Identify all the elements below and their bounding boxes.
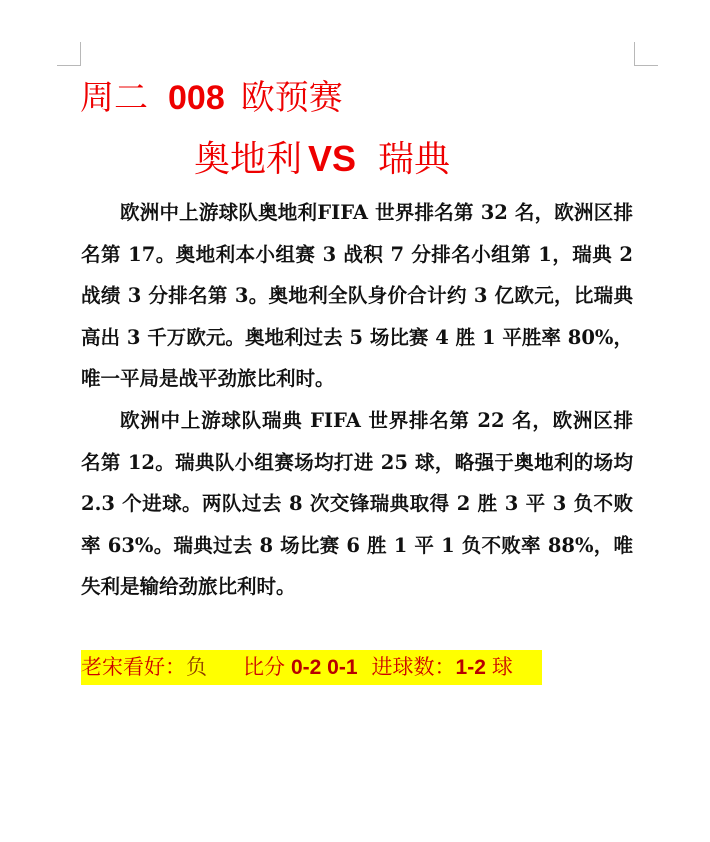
score-label: 比分 <box>243 655 285 679</box>
match-teams-title <box>194 136 450 183</box>
page-margin-corner-top-right <box>634 42 658 66</box>
prediction-label: 老宋看好： <box>81 655 186 679</box>
analysis-paragraph-austria <box>81 192 633 400</box>
home-team: 奥地利 <box>194 139 303 180</box>
match-number: 008 <box>168 79 225 117</box>
page-margin-corner-top-left <box>57 42 81 66</box>
predicted-goals: 1-2 <box>455 656 486 679</box>
versus-label: VS <box>308 138 357 179</box>
competition-name: 欧预赛 <box>240 78 343 118</box>
prediction-pick: 负 <box>186 655 207 679</box>
match-header <box>80 76 343 120</box>
predicted-scores: 0-2 0-1 <box>291 656 358 679</box>
analysis-paragraph-sweden <box>81 400 633 608</box>
prediction-highlight <box>81 650 542 685</box>
goals-label: 进球数： <box>371 655 456 679</box>
away-team: 瑞典 <box>378 139 451 180</box>
paragraph-text: 欧洲中上游球队奥地利FIFA 世界排名第 32 名，欧洲区排名第 17。奥地利本小组赛 3 战积 7 分排名小组第 1，瑞典 2 战绩 3 分排名第 3。奥地利全队身价合计约 3 亿欧元，比瑞典高出 3 千万欧元。奥地利过去 5 场比赛 4 胜 1 平胜率 80%，唯一平局是战平劲旅比利时。 <box>81 201 633 390</box>
goals-unit: 球 <box>491 655 513 679</box>
paragraph-text: 欧洲中上游球队瑞典 FIFA 世界排名第 22 名，欧洲区排名第 12。瑞典队小组赛场均打进 25 球，略强于奥地利的场均 2.3 个进球。两队过去 8 次交锋瑞典取得 2 胜 3 平 3 负不败率 63%。瑞典过去 8 场比赛 6 胜 1 平 1 负不败率 88%，唯失利是输给劲旅比利时。 <box>81 409 633 598</box>
match-day: 周二 <box>80 78 148 118</box>
